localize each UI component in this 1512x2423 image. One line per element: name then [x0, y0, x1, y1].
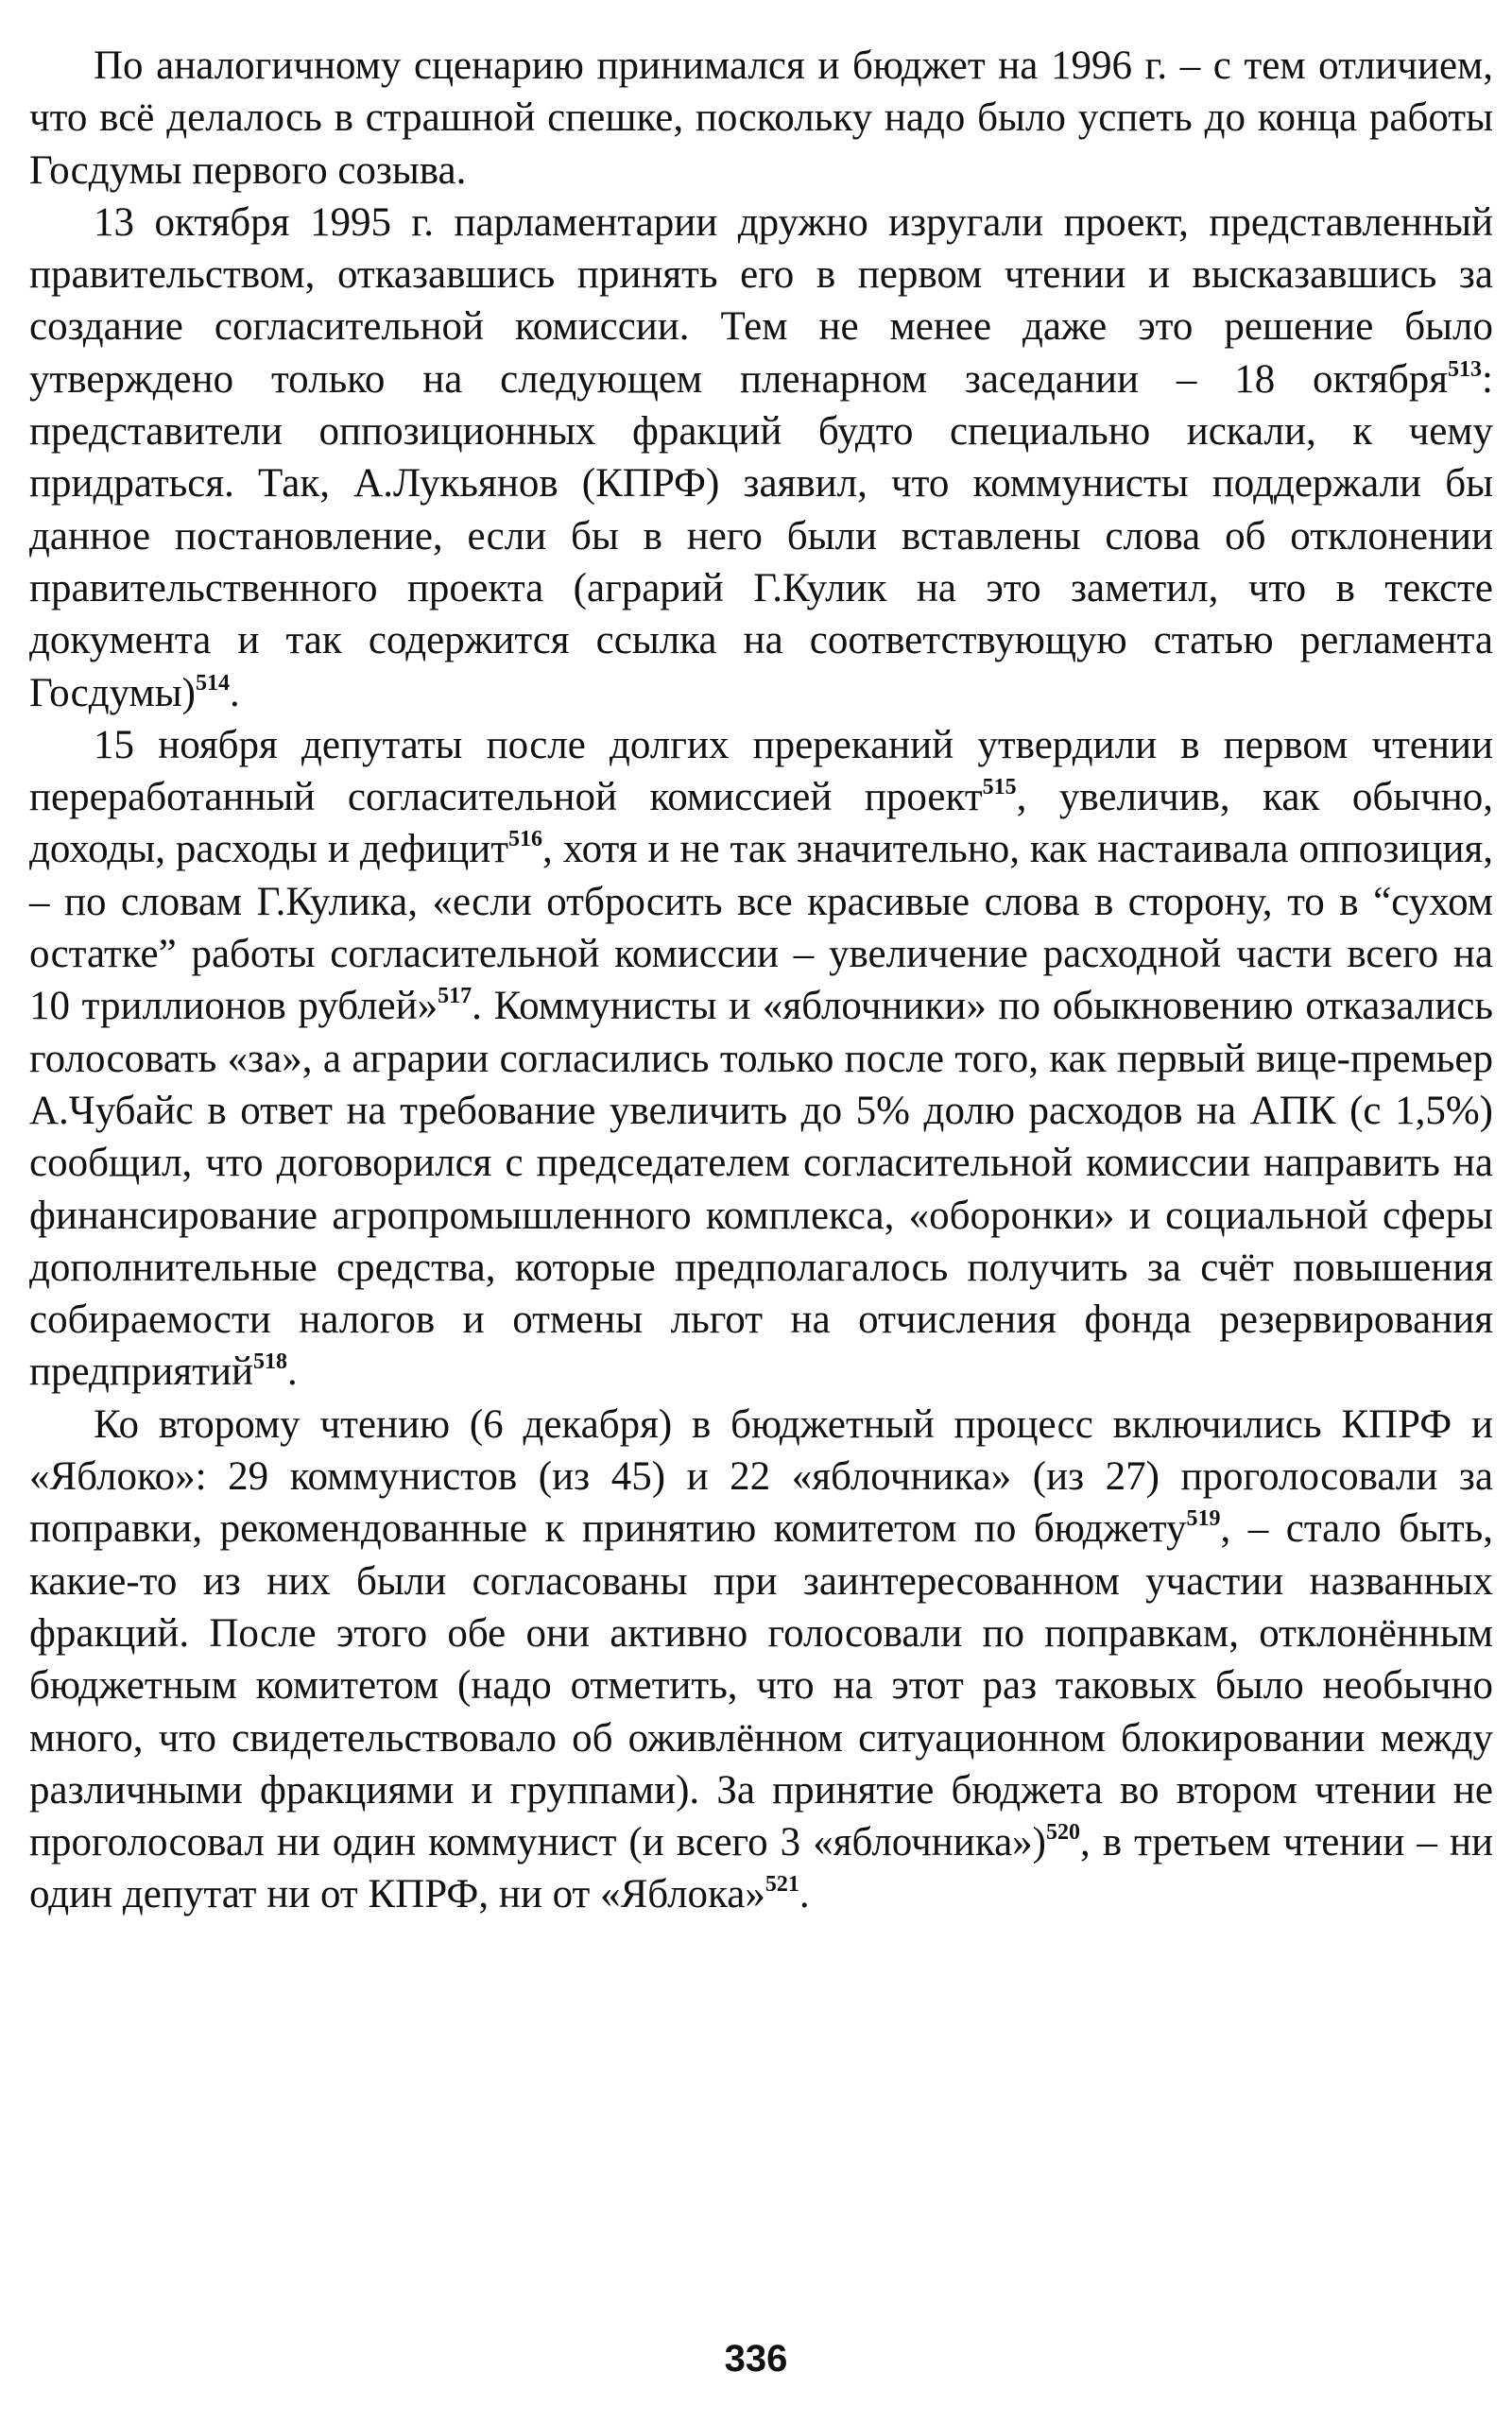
text-run: . [287, 1349, 298, 1395]
text-run: По аналогичному сценарию принимался и бюджет на 1996 г. – с тем отличием, что всё делалось в страшной спешке, поскольку надо было успеть до конца работы Госдумы первого созыва. [29, 43, 1493, 193]
footnote-ref: 517 [438, 984, 472, 1009]
body-text [29, 40, 1493, 1921]
paragraph [29, 1399, 1493, 1921]
footnote-ref: 518 [253, 1349, 288, 1375]
text-run: Ко второму чтению (6 декабря) в бюджетный процесс включились КПРФ и «Яблоко»: 29 коммунистов (из 45) и 22 «яблочника» (из 27) проголосовали за поправки, рекомендованные к принятию комитетом по бюджету [29, 1401, 1493, 1552]
page-number: 336 [724, 2338, 788, 2380]
text-run: , в третьем чтении – ни один депутат ни от КПРФ, ни от «Яблока» [29, 1820, 1493, 1917]
text-run: . Коммунисты и «яблочники» по обыкновению отказались голосовать «за», а аграрии согласились только после того, как первый вице-премьер А.Чубайс в ответ на требование увеличить до 5% долю расходов на АПК (с 1,5%) сообщил, что договорился с председателем согласительной комиссии направить на финансирование агропромышленного комплекса, «оборонки» и социальной сферы дополнительные средства, которые предполагалось получить за счёт повышения собираемости налогов и отмены льгот на отчисления фонда резервирования предприятий [29, 984, 1493, 1395]
footnote-ref: 519 [1186, 1506, 1221, 1532]
text-run: , хотя и не так значительно, как настаивала оппозиция, – по словам Г.Кулика, «если отбросить все красивые слова в сторону, то в “сухом остатке” работы согласительной комиссии – увеличение расходной части всего на 10 триллионов рублей» [29, 827, 1493, 1029]
footnote-ref: 513 [1448, 356, 1483, 382]
text-run: 15 ноября депутаты после долгих пререканий утвердили в первом чтении переработанный согласительной комиссией проект [29, 722, 1493, 820]
paragraph [29, 719, 1493, 1399]
footnote-ref: 515 [982, 775, 1017, 800]
footnote-ref: 520 [1045, 1820, 1080, 1846]
paragraph [29, 197, 1493, 719]
text-run: . [229, 670, 240, 715]
text-run: . [799, 1872, 810, 1917]
paragraph [29, 40, 1493, 197]
footnote-ref: 516 [508, 827, 543, 852]
text-run: , – стало быть, какие-то из них были согласованы при заинтересованном участии названных фракций. После этого обе они активно голосовали по поправкам, отклонённым бюджетным комитетом (надо отметить, что на этот раз таковых было необычно много, что свидетельствовало об оживлённом ситуационном блокировании между различными фракциями и группами). За принятие бюджета во втором чтении не проголосовал ни один коммунист (и всего 3 «яблочника») [29, 1506, 1493, 1865]
footnote-ref: 514 [195, 670, 230, 696]
footnote-ref: 521 [765, 1872, 799, 1898]
text-run: : представители оппозиционных фракций будто специально искали, к чему придраться. Так, А.Лукьянов (КПРФ) заявил, что коммунисты поддержали бы данное постановление, если бы в него были вставлены слова об отклонении правительственного проекта (аграрий Г.Кулик на это заметил, что в тексте документа и так содержится ссылка на соответствующую статью регламента Госдумы) [29, 356, 1493, 715]
text-run: 13 октября 1995 г. парламентарии дружно изругали проект, представленный правительством, отказавшись принять его в первом чтении и высказавшись за создание согласительной комиссии. Тем не менее даже это решение было утверждено только на следующем пленарном заседании – 18 октября [29, 199, 1493, 402]
text-run: , увеличив, как обычно, доходы, расходы и дефицит [29, 775, 1494, 872]
